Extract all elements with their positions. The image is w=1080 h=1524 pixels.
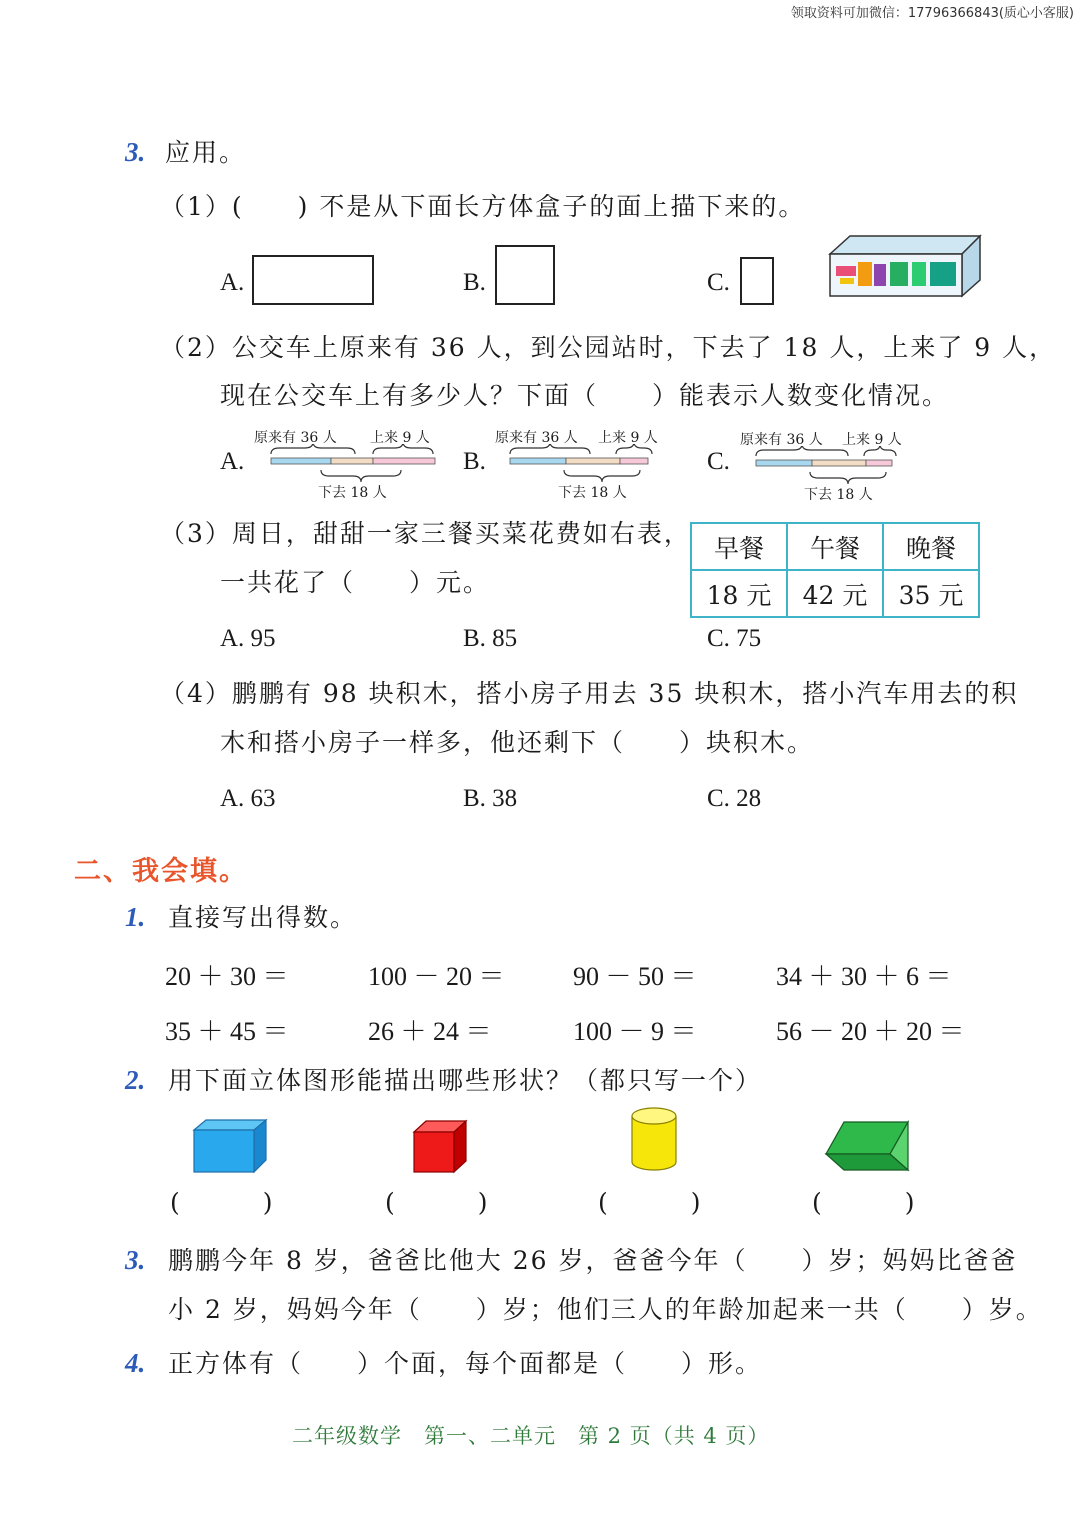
option-c-label: C. xyxy=(707,269,730,296)
diagram-c-label: C. xyxy=(707,448,730,475)
blue-cuboid-icon xyxy=(188,1118,270,1174)
subquestion-4-option-c: C. 28 xyxy=(707,785,762,812)
answer-blank[interactable]: ( ) xyxy=(812,1188,917,1217)
option-a-rectangle xyxy=(252,255,374,305)
diagram-a-label-original: 原来有 36 人 xyxy=(254,430,337,446)
diagram-c-segment xyxy=(752,446,898,488)
red-cube-icon xyxy=(410,1118,470,1174)
table-cell-lunch-cost: 42 元 xyxy=(787,570,883,617)
answer-blank[interactable]: ( ) xyxy=(170,1188,275,1217)
page-footer: 二年级数学 第一、二单元 第 2 页（共 4 页） xyxy=(292,1424,770,1448)
arith-item: 20 ＋ 30 ＝ xyxy=(165,962,289,991)
diagram-b-segment xyxy=(506,444,656,486)
diagram-a-segment xyxy=(265,444,441,486)
subquestion-2-line1: （2）公交车上原来有 36 人，到公园站时，下去了 18 人，上来了 9 人， xyxy=(160,333,1057,362)
answer-blank[interactable]: ( ) xyxy=(598,1188,703,1217)
section-title: 二、我会填。 xyxy=(74,856,248,887)
meal-cost-table xyxy=(690,522,980,618)
subquestion-4-line2: 木和搭小房子一样多，他还剩下（ ）块积木。 xyxy=(220,728,815,757)
diagram-b-label-original: 原来有 36 人 xyxy=(495,430,578,446)
diagram-b-label-down: 下去 18 人 xyxy=(558,485,627,501)
answer-blank[interactable]: ( ) xyxy=(385,1188,490,1217)
diagram-b-label: B. xyxy=(463,448,486,475)
table-header-dinner: 晚餐 xyxy=(883,523,979,570)
table-cell-breakfast-cost: 18 元 xyxy=(691,570,787,617)
option-b-label: B. xyxy=(463,269,486,296)
subquestion-3-line2: 一共花了（ ）元。 xyxy=(220,568,491,597)
watermark: 领取资料可加微信：17796366843(质心小客服) xyxy=(790,6,1074,21)
cuboid-box-illustration xyxy=(826,232,986,300)
diagram-a-label-down: 下去 18 人 xyxy=(318,485,387,501)
table-cell-dinner-cost: 35 元 xyxy=(883,570,979,617)
yellow-cylinder-icon xyxy=(628,1104,680,1174)
subquestion-4-line1: （4）鹏鹏有 98 块积木，搭小房子用去 35 块积木，搭小汽车用去的积 xyxy=(160,679,1019,708)
diagram-c-label-up: 上来 9 人 xyxy=(842,432,902,448)
arith-item: 100 － 20 ＝ xyxy=(368,962,505,991)
table-header-lunch: 午餐 xyxy=(787,523,883,570)
subquestion-3-option-b: B. 85 xyxy=(463,625,518,652)
diagram-c-label-original: 原来有 36 人 xyxy=(740,432,823,448)
arith-item: 26 ＋ 24 ＝ xyxy=(368,1017,492,1046)
subquestion-3-line1: （3）周日，甜甜一家三餐买菜花费如右表， xyxy=(160,519,691,548)
question-title: 应用。 xyxy=(165,138,247,167)
arith-item: 56 － 20 ＋ 20 ＝ xyxy=(776,1017,965,1046)
diagram-b-label-up: 上来 9 人 xyxy=(598,430,658,446)
green-triangular-prism-icon xyxy=(822,1118,914,1174)
diagram-c-label-down: 下去 18 人 xyxy=(804,487,873,503)
subquestion-2-line2: 现在公交车上有多少人？下面（ ）能表示人数变化情况。 xyxy=(220,381,950,410)
question-number: 4. xyxy=(125,1348,146,1378)
question-3-line2: 小 2 岁，妈妈今年（ ）岁；他们三人的年龄加起来一共（ ）岁。 xyxy=(168,1295,1043,1324)
subquestion-3-option-a: A. 95 xyxy=(220,625,276,652)
table-header-breakfast: 早餐 xyxy=(691,523,787,570)
question-title: 直接写出得数。 xyxy=(168,903,358,932)
arith-item: 35 ＋ 45 ＝ xyxy=(165,1017,289,1046)
option-c-small-rectangle xyxy=(740,257,774,305)
question-number: 1. xyxy=(125,902,146,932)
subquestion-4-option-b: B. 38 xyxy=(463,785,518,812)
option-b-square xyxy=(495,245,555,305)
question-number: 3. xyxy=(125,137,146,167)
subquestion-1-stem: （1）( ) 不是从下面长方体盒子的面上描下来的。 xyxy=(160,192,806,221)
question-number: 3. xyxy=(125,1245,146,1275)
question-number: 2. xyxy=(125,1065,146,1095)
diagram-a-label-up: 上来 9 人 xyxy=(370,430,430,446)
question-title: 用下面立体图形能描出哪些形状？（都只写一个） xyxy=(168,1066,763,1095)
option-a-label: A. xyxy=(220,269,245,296)
arith-item: 90 － 50 ＝ xyxy=(573,962,697,991)
arith-item: 100 － 9 ＝ xyxy=(573,1017,697,1046)
diagram-a-label: A. xyxy=(220,448,245,475)
arith-item: 34 ＋ 30 ＋ 6 ＝ xyxy=(776,962,952,991)
subquestion-4-option-a: A. 63 xyxy=(220,785,276,812)
question-3-line1: 鹏鹏今年 8 岁，爸爸比他大 26 岁，爸爸今年（ ）岁；妈妈比爸爸 xyxy=(168,1246,1018,1275)
question-4-line1: 正方体有（ ）个面，每个面都是（ ）形。 xyxy=(168,1349,763,1378)
subquestion-3-option-c: C. 75 xyxy=(707,625,762,652)
